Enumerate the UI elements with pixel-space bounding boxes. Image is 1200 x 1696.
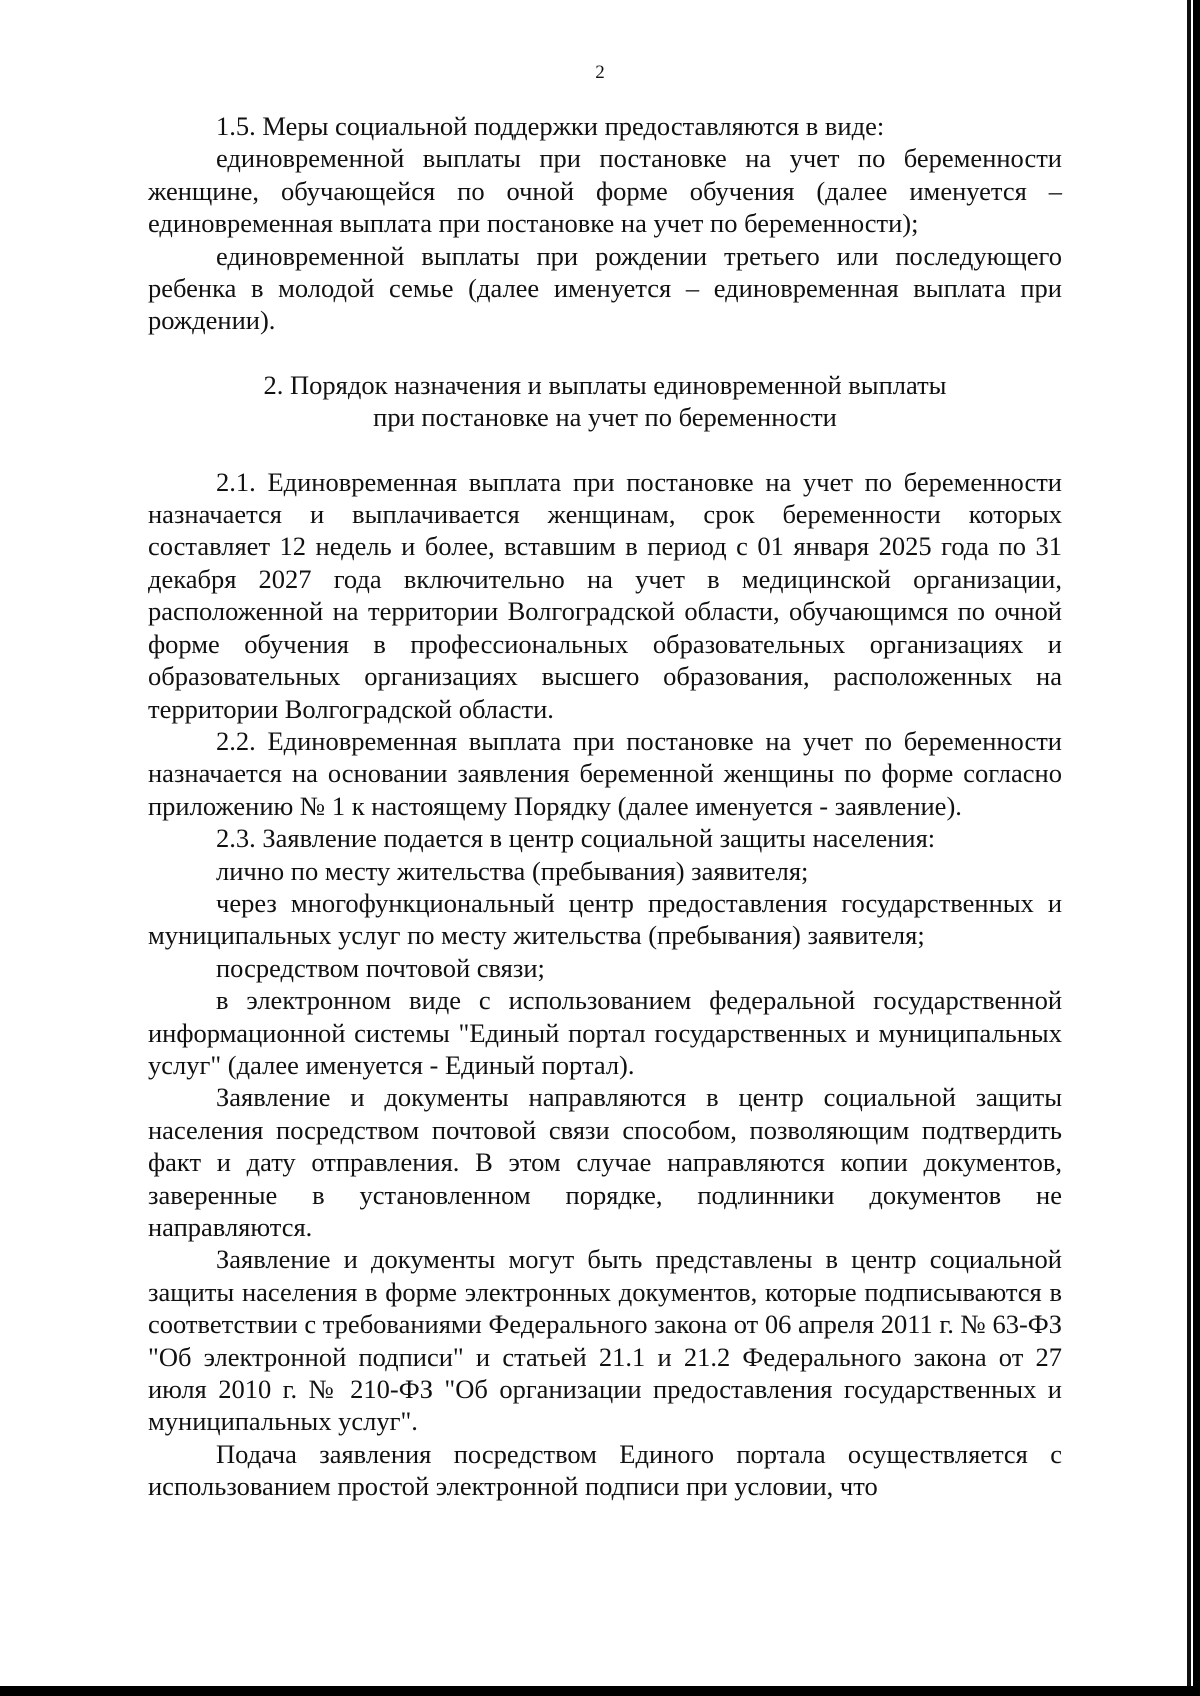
- section-2: [148, 466, 1062, 1503]
- paragraph-1-5-birth-payment: единовременной выплаты при рождении третьего или последующего ребенка в молодой семье (далее именуется – единовременная выплата при рождении).: [148, 240, 1062, 336]
- paragraph-2-3: 2.3. Заявление подается в центр социальной защиты населения:: [216, 823, 936, 854]
- section-2-heading-line-2: при постановке на учет по беременности: [373, 402, 837, 433]
- paragraph-2-1: 2.1. Единовременная выплата при постановке на учет по беременности назначается и выплачивается женщинам, срок беременности которых составляет 12 недель и более, вставшим в период с 01 января 2025 года по 31 декабря 2027 года включительно на учет в медицинской организации, расположенной на территории Волгоградской области, обучающимся по очной форме обучения в профессиональных образовательных организациях и образовательных организациях высшего образования, расположенных на территории Волгоградской области.: [148, 466, 1062, 724]
- scan-edge-right: [1184, 0, 1200, 1696]
- paragraph-postal-submission: Заявление и документы направляются в центр социальной защиты населения посредством почтовой связи способом, позволяющим подтвердить факт и дату отправления. В этом случае направляются копии документов, заверенные в установленном порядке, подлинники документов не направляются.: [148, 1082, 1062, 1242]
- page-number: 2: [595, 62, 605, 83]
- paragraph-portal-submission: Подача заявления посредством Единого портала осуществляется с использованием простой электронной подписи при условии, что: [148, 1438, 1062, 1502]
- paragraph-1-5-pregnancy-payment: единовременной выплаты при постановке на учет по беременности женщине, обучающейся по очной форме обучения (далее именуется – единовременная выплата при постановке на учет по беременности);: [148, 143, 1062, 239]
- paragraph-2-3-mfc: через многофункциональный центр предоставления государственных и муниципальных услуг по месту жительства (пребывания) заявителя;: [148, 887, 1062, 951]
- paragraph-1-5-intro: 1.5. Меры социальной поддержки предоставляются в виде:: [216, 111, 885, 141]
- paragraph-2-2: 2.2. Единовременная выплата при постановке на учет по беременности назначается на основании заявления беременной женщины по форме согласно приложению № 1 к настоящему Порядку (далее именуется - заявление).: [148, 725, 1062, 821]
- section-1-5: [148, 110, 1062, 337]
- paragraph-2-3-post: посредством почтовой связи;: [216, 952, 545, 983]
- section-2-heading: [148, 369, 1062, 434]
- scan-edge-bottom: [0, 1686, 1200, 1696]
- paragraph-2-3-in-person: лично по месту жительства (пребывания) заявителя;: [216, 855, 809, 886]
- paragraph-electronic-documents: Заявление и документы могут быть представлены в центр социальной защиты населения в форме электронных документов, которые подписываются в соответствии с требованиями Федерального закона от 06 апреля 2011 г. № 63-ФЗ "Об электронной подписи" и статьей 21.1 и 21.2 Федерального закона от 27 июля 2010 г. № 210-ФЗ "Об организации предоставления государственных и муниципальных услуг".: [148, 1244, 1062, 1437]
- section-2-heading-line-1: 2. Порядок назначения и выплаты единовременной выплаты: [263, 369, 947, 400]
- document-body: [148, 110, 1062, 1503]
- paragraph-2-3-electronic: в электронном виде с использованием федеральной государственной информационной системы "Единый портал государственных и муниципальных услуг" (далее именуется - Единый портал).: [148, 985, 1062, 1080]
